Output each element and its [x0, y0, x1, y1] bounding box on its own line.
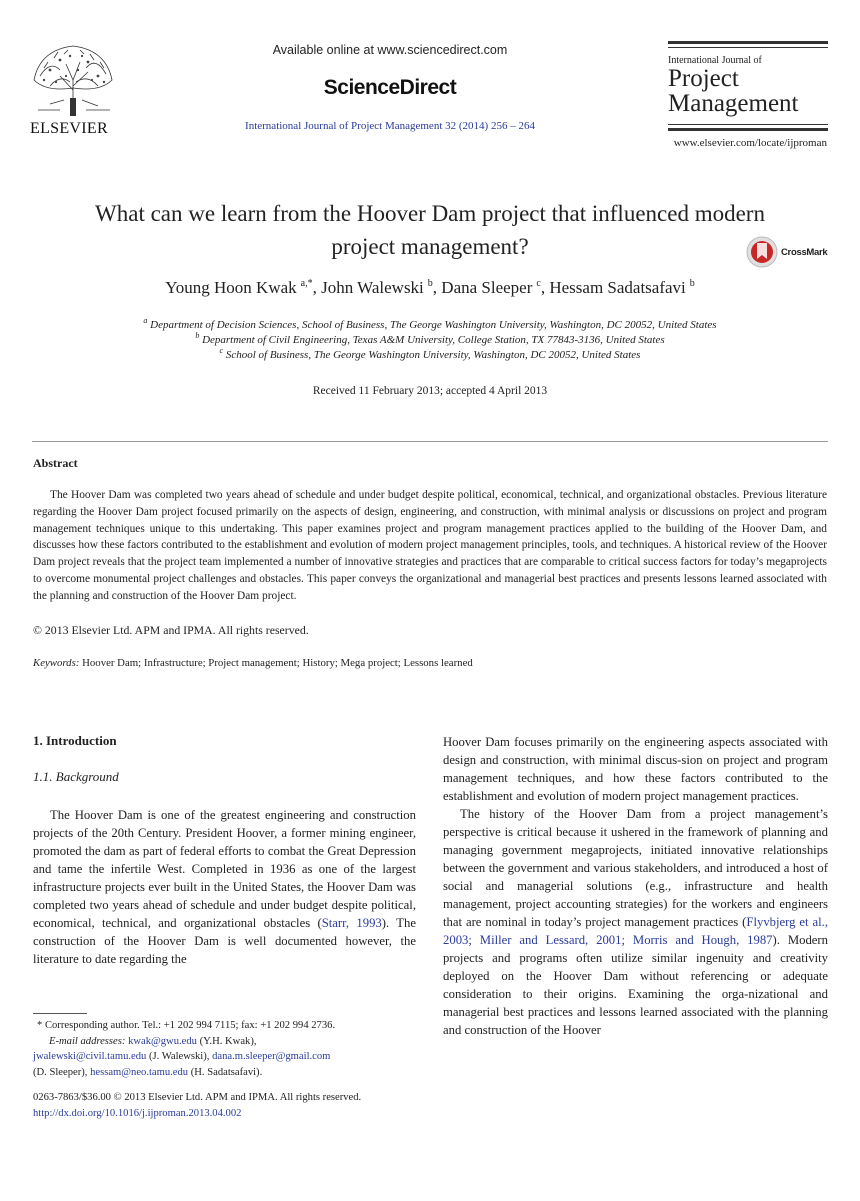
email-label: E-mail addresses:	[49, 1035, 126, 1047]
crossmark-label: CrossMark	[781, 246, 828, 258]
author-name: Young Hoon Kwak	[165, 278, 297, 297]
email-link-walewski[interactable]: jwalewski@civil.tamu.edu	[33, 1051, 147, 1062]
email-name-kwak: (Y.H. Kwak),	[199, 1035, 257, 1047]
elsevier-logo	[30, 40, 116, 138]
keywords-label: Keywords:	[33, 657, 80, 669]
footnote	[33, 1018, 416, 1080]
citation-link-starr[interactable]: Starr, 1993	[321, 916, 382, 930]
author-name: Dana Sleeper	[441, 278, 533, 297]
author-separator: ,	[312, 278, 322, 297]
publisher-name: ELSEVIER	[30, 120, 108, 137]
available-online: Available online at www.sciencedirect.com	[272, 43, 508, 57]
keywords	[33, 657, 473, 669]
author-separator: ,	[540, 278, 550, 297]
issn-line: 0263-7863/$36.00 © 2013 Elsevier Ltd. APM and IPMA. All rights reserved.	[33, 1092, 362, 1103]
email-name-walewski: (J. Walewski),	[148, 1051, 210, 1062]
title-line-1: What can we learn from the Hoover Dam project that influenced modern	[95, 201, 765, 226]
keywords-list: Hoover Dam; Infrastructure; Project management; History; Mega project; Lessons learned	[82, 657, 473, 669]
author-affiliation-mark: b	[689, 278, 695, 289]
issn-block	[33, 1090, 423, 1121]
affiliation-a-text: Department of Decision Sciences, School of Business, The George Washington University, Washington, DC 20052, United States	[150, 319, 717, 331]
journal-box-line1: Project	[668, 65, 739, 92]
footnote-emails-1	[33, 1034, 416, 1050]
footnote-rule	[33, 1013, 87, 1014]
subsection-heading: 1.1. Background	[33, 769, 119, 784]
affiliation-c-text: School of Business, The George Washington University, Washington, DC 20052, United States	[225, 349, 641, 361]
journal-citation[interactable]: International Journal of Project Management 32 (2014) 256 – 264	[245, 120, 535, 132]
footnote-emails-3	[33, 1065, 416, 1081]
author-separator: ,	[432, 278, 442, 297]
right-paragraph-2	[443, 805, 828, 1039]
divider	[32, 441, 828, 442]
author-affiliation-mark: b	[427, 278, 433, 289]
email-name-sadatsafavi: (H. Sadatsafavi).	[190, 1066, 263, 1078]
section-heading: 1. Introduction	[33, 733, 117, 748]
doi-link[interactable]: http://dx.doi.org/10.1016/j.ijproman.2013.04.002	[33, 1107, 242, 1119]
right-text-1: The history of the Hoover Dam from a project management’s perspective is critical because it ushered in the framework of planning and managing government megaprojects, initiated innovative relationships between the government and various stakeholders, and introduced a host of social and managerial solutions (e.g., infrastructure and health management, project accounting strategies) for the workers and engineers that are nominal in today’s project management practices (	[443, 807, 828, 929]
crossmark-badge[interactable]	[746, 236, 827, 268]
sciencedirect-logo: ScienceDirect	[323, 76, 457, 99]
abstract-copyright: © 2013 Elsevier Ltd. APM and IPMA. All rights reserved.	[33, 623, 309, 637]
email-link-sleeper[interactable]: dana.m.sleeper@gmail.com	[212, 1051, 331, 1062]
footnote-corresponding: * Corresponding author. Tel.: +1 202 994 7115; fax: +1 202 994 2736.	[37, 1020, 336, 1031]
left-paragraph	[33, 806, 416, 968]
left-text-2: ). The construction of the Hoover Dam is well documented however, the literature to date regarding the	[33, 916, 416, 966]
received-dates: Received 11 February 2013; accepted 4 April 2013	[312, 385, 548, 397]
right-paragraph-1: Hoover Dam focuses primarily on the engineering aspects associated with design and construction, with minimal discus-sion on project and program management techniques, and how these factors contributed to the establishment and evolution of modern project management practices.	[443, 735, 828, 803]
journal-box-small: International Journal of	[668, 55, 762, 66]
email-link-sadatsafavi[interactable]: hessam@neo.tamu.edu	[90, 1066, 189, 1078]
affiliation-a	[40, 316, 820, 331]
affiliation-b-text: Department of Civil Engineering, Texas A&M University, College Station, TX 77843-3136, United States	[202, 334, 665, 346]
email-name-sleeper: (D. Sleeper),	[33, 1066, 88, 1078]
crossmark-icon	[746, 236, 778, 268]
article-title	[40, 197, 820, 263]
citation-link-flyvbjerg[interactable]: Flyvbjerg et al., 2003; Miller and Lessard, 2001; Morris and Hough, 1987	[443, 915, 829, 947]
journal-title-box	[668, 41, 828, 131]
journal-box-line2: Management	[668, 90, 799, 117]
affiliation-c-sup: c	[219, 346, 224, 355]
email-link-kwak[interactable]: kwak@gwu.edu	[128, 1035, 197, 1047]
affiliation-c	[40, 346, 820, 361]
author-name: John Walewski	[321, 278, 424, 297]
footnote-emails-2	[33, 1049, 416, 1065]
affiliation-b	[40, 331, 820, 346]
affiliation-b-sup: b	[195, 331, 200, 340]
right-column	[443, 733, 828, 1039]
journal-url[interactable]: www.elsevier.com/locate/ijproman	[673, 137, 827, 149]
right-text-2: ). Modern projects and programs often utilize similar ingenuity and creativity deployed on the Hoover Dam without referencing or adequate consideration to their origins. Examining the orga-nizational and managerial best practices and lessons learned associated with the planning and construction of the Hoover	[443, 933, 828, 1037]
author-list	[40, 278, 820, 298]
author-affiliation-mark: c	[536, 278, 541, 289]
author-name: Hessam Sadatsafavi	[549, 278, 686, 297]
abstract-text	[33, 487, 827, 605]
author-affiliation-mark: a,*	[300, 278, 313, 289]
abstract-heading: Abstract	[33, 456, 78, 470]
abstract-paragraph: The Hoover Dam was completed two years ahead of schedule and under budget despite political, economical, technical, and organizational obstacles. Previous literature regarding the Hoover Dam project focused primarily on the aspects of design, engineering, and construction, with minimal analysis or discussions on project and program management techniques unique to this undertaking. This paper examines project and program management practices applied to the building of the Hoover Dam, and discusses how these factors contributed to the establishment and evolution of modern project management principles, tools, and techniques. A historical review of the Hoover Dam project reveals that the project team implemented a number of innovative strategies and practices that are comparable to critical success factors for today’s megaprojects to overcome monumental project challenges and obstacles. This paper conveys the organizational and managerial best practices and presents lessons learned associated with the planning and construction of the Hoover Dam project.	[33, 489, 827, 602]
elsevier-tree-icon	[30, 40, 116, 118]
affiliation-a-sup: a	[143, 316, 148, 325]
title-line-2: project management?	[331, 234, 529, 259]
left-text-1: The Hoover Dam is one of the greatest engineering and construction projects of the 20th Century. President Hoover, a former mining engineer, promoted the dam as part of federal efforts to combat the Great Depression and tame the infertile West. Completed in 1936 as one of the largest infrastructure projects ever built in the United States, the Hoover Dam was completed two years ahead of schedule and under budget despite political, economical, technical, and organizational obstacles (	[33, 808, 416, 930]
left-column	[33, 806, 416, 968]
